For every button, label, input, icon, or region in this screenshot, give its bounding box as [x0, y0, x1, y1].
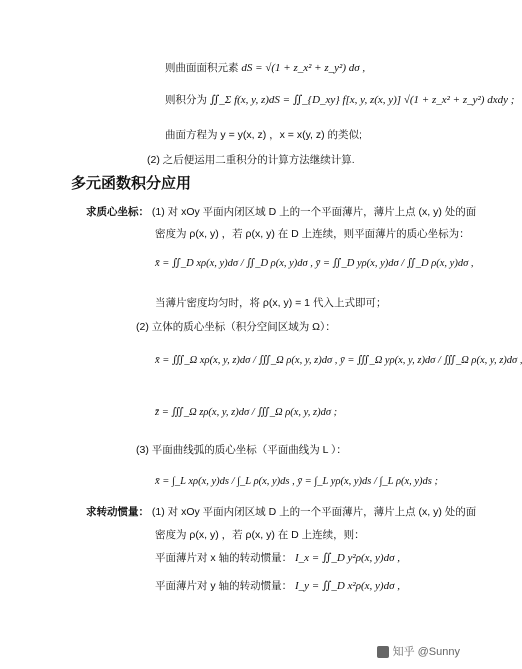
inertia-item1-line2: 密度为 ρ(x, y) ，若 ρ(x, y) 在 D 上连续，则： [155, 529, 365, 541]
centroid-item3-line: (3) 平面曲线弧的质心坐标（平面曲线为 L ）： [136, 444, 347, 456]
area-element-label: 则曲面面积元素 [165, 62, 239, 74]
inertia-ix-label: 平面薄片对 x 轴的转动惯量： [155, 552, 293, 564]
centroid-item1-note: 当薄片密度均匀时，将 ρ(x, y) = 1 代入上式即可； [155, 297, 387, 309]
section-title: 多元函数积分应用 [71, 175, 192, 192]
zhihu-logo-icon [377, 646, 389, 658]
centroid-item2-line: (2) 立体的质心坐标（积分空间区域为 Ω）： [136, 321, 336, 333]
inertia-label: 求转动惯量： [86, 506, 149, 518]
integral-label: 则积分为 [165, 94, 207, 106]
centroid-label: 求质心坐标： [86, 206, 149, 218]
centroid-item1-line2: 密度为 ρ(x, y) ，若 ρ(x, y) 在 D 上连续，则平面薄片的质心坐标为： [155, 228, 470, 240]
area-element-line [165, 61, 365, 75]
step2-line: (2) 之后便运用二重积分的计算方法继续计算. [147, 154, 355, 166]
inertia-ix-formula: I_x = ∬_D y²ρ(x, y)dσ , [295, 552, 401, 564]
inertia-iy-line [155, 579, 400, 593]
area-element-formula: dS = √(1 + z_x² + z_y²) dσ , [241, 62, 366, 74]
watermark-text: 知乎 @Sunny [392, 646, 460, 658]
inertia-ix-line [155, 551, 400, 565]
centroid-item3-formula: x̄ = ∫_L xρ(x, y)ds / ∫_L ρ(x, y)ds , ȳ = ∫_L yρ(x, y)ds / ∫_L ρ(x, y)ds ; [155, 476, 439, 487]
surface-eq-line: 曲面方程为 y = y(x, z) ，x = x(y, z) 的类似; [165, 129, 362, 141]
centroid-item2-formula-xy: x̄ = ∭_Ω xρ(x, y, z)dσ / ∭_Ω ρ(x, y, z)dσ , ȳ = ∭_Ω yρ(x, y, z)dσ / ∭_Ω ρ(x, y, z)dσ , [155, 355, 522, 366]
inertia-iy-label: 平面薄片对 y 轴的转动惯量： [155, 580, 293, 592]
inertia-iy-formula: I_y = ∬_D x²ρ(x, y)dσ , [295, 580, 401, 592]
watermark [377, 643, 460, 659]
inertia-item1-text: (1) 对 xOy 平面内闭区域 D 上的一个平面薄片，薄片上点 (x, y) 处的面 [151, 506, 477, 518]
inertia-item1-line [86, 505, 476, 519]
integral-formula: ∬_Σ f(x, y, z)dS = ∬_{D_xy} f[x, y, z(x, y)] √(1 + z_x² + z_y²) dxdy ; [209, 94, 515, 106]
centroid-item1-formula: x̄ = ∬_D xρ(x, y)dσ / ∬_D ρ(x, y)dσ , ȳ = ∬_D yρ(x, y)dσ / ∬_D ρ(x, y)dσ , [155, 258, 474, 269]
centroid-item1-line [86, 205, 476, 219]
centroid-item2-formula-z: z̄ = ∭_Ω zρ(x, y, z)dσ / ∭_Ω ρ(x, y, z)dσ ; [155, 407, 338, 418]
centroid-item1-text: (1) 对 xOy 平面内闭区域 D 上的一个平面薄片，薄片上点 (x, y) 处的面 [151, 206, 477, 218]
integral-line [165, 93, 514, 107]
